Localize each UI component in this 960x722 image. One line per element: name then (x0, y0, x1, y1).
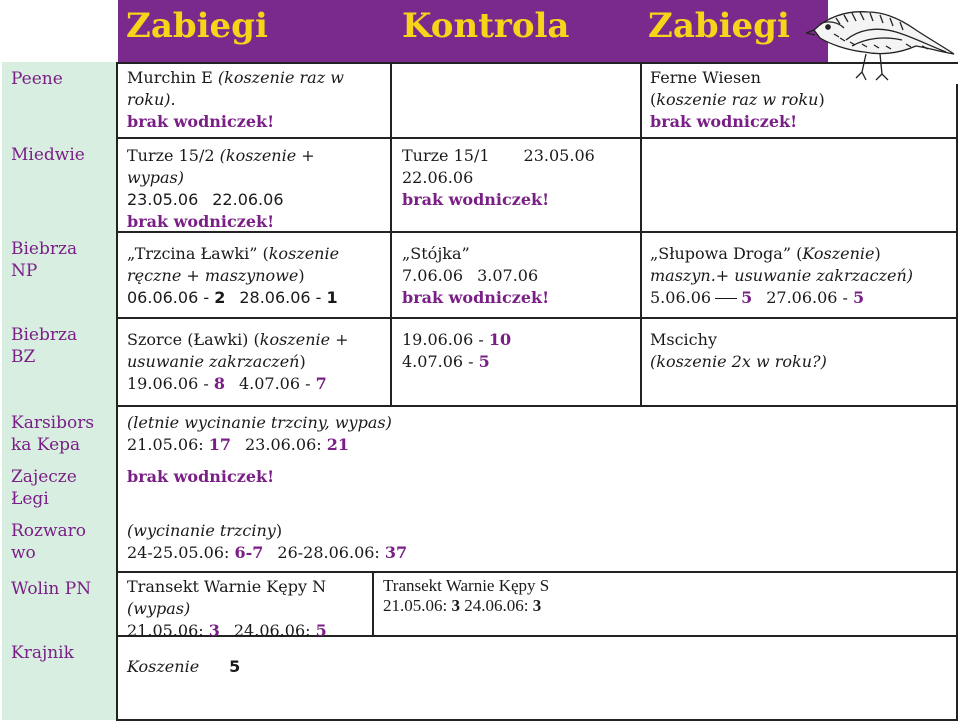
peene-murchin: Murchin E (koszenie raz w roku). brak wodniczek! (127, 68, 344, 131)
rozwarowo-entry: (wycinanie trzciny) 24-25.05.06: 6-7 26-28.06.06: 37 (127, 521, 408, 562)
row-label-wolin: Wolin PN (2, 572, 116, 636)
header-title-right: Zabiegi (648, 6, 790, 46)
krajnik-entry: Koszenie 5 (127, 657, 241, 676)
biebrza-bz-szorce: Szorce (Ławki) (koszenie + usuwanie zakrzaczeń) 19.06.06 - 8 4.07.06 - 7 (127, 330, 349, 393)
row-label-peene: Peene (2, 62, 116, 138)
karsiborska-kepa-entry: (letnie wycinanie trzciny, wypas) 21.05.06: 17 23.06.06: 21 (127, 413, 392, 454)
wolin-transekt-s: Transekt Warnie Kępy S 21.05.06: 3 24.06.06: 3 (383, 576, 550, 615)
miedwie-turze-15-2: Turze 15/2 (koszenie + wypas) 23.05.06 22.06.06 brak wodniczek! (127, 146, 315, 231)
row-label-biebrza-np: Biebrza NP (2, 232, 116, 318)
wolin-transekt-n: Transekt Warnie Kępy N (wypas) 21.05.06: 3 24.06.06: 5 (127, 577, 327, 640)
header-bar (118, 0, 828, 62)
biebrza-bz-mscichy: Mscichy (koszenie 2x w roku?) (650, 330, 827, 371)
biebrza-np-stojka: „Stójka” 7.06.06 3.07.06 brak wodniczek! (402, 244, 550, 307)
miedwie-turze-15-1: Turze 15/1 23.05.06 22.06.06 brak wodniczek! (402, 146, 595, 209)
row-label-rozwarowo: Rozwaro wo (2, 514, 116, 572)
zajecze-legi-entry: brak wodniczek! (127, 467, 275, 486)
row-label-zajecze: Zajecze Łegi (2, 460, 116, 514)
header-title-center: Kontrola (402, 6, 570, 46)
biebrza-np-trzcina-lawki: „Trzcina Ławki” (koszenie ręczne + maszynowe) 06.06.06 - 2 28.06.06 - 1 (127, 244, 340, 307)
row-label-karsiborska: Karsibors ka Kepa (2, 406, 116, 460)
row-label-krajnik: Krajnik (2, 636, 116, 720)
header-title-left: Zabiegi (126, 6, 268, 46)
row-label-miedwie: Miedwie (2, 138, 116, 232)
bird-icon (806, 0, 958, 84)
biebrza-bz-kontrola: 19.06.06 - 10 4.07.06 - 5 (402, 330, 512, 371)
row-label-biebrza-bz: Biebrza BZ (2, 318, 116, 406)
biebrza-np-slupowa-droga: „Słupowa Droga” (Koszenie) maszyn.+ usuwanie zakrzaczeń) 5.06.06 5 27.06.06 - 5 (650, 244, 913, 307)
peene-ferne-wiesen: Ferne Wiesen (koszenie raz w roku) brak wodniczek! (650, 68, 825, 131)
